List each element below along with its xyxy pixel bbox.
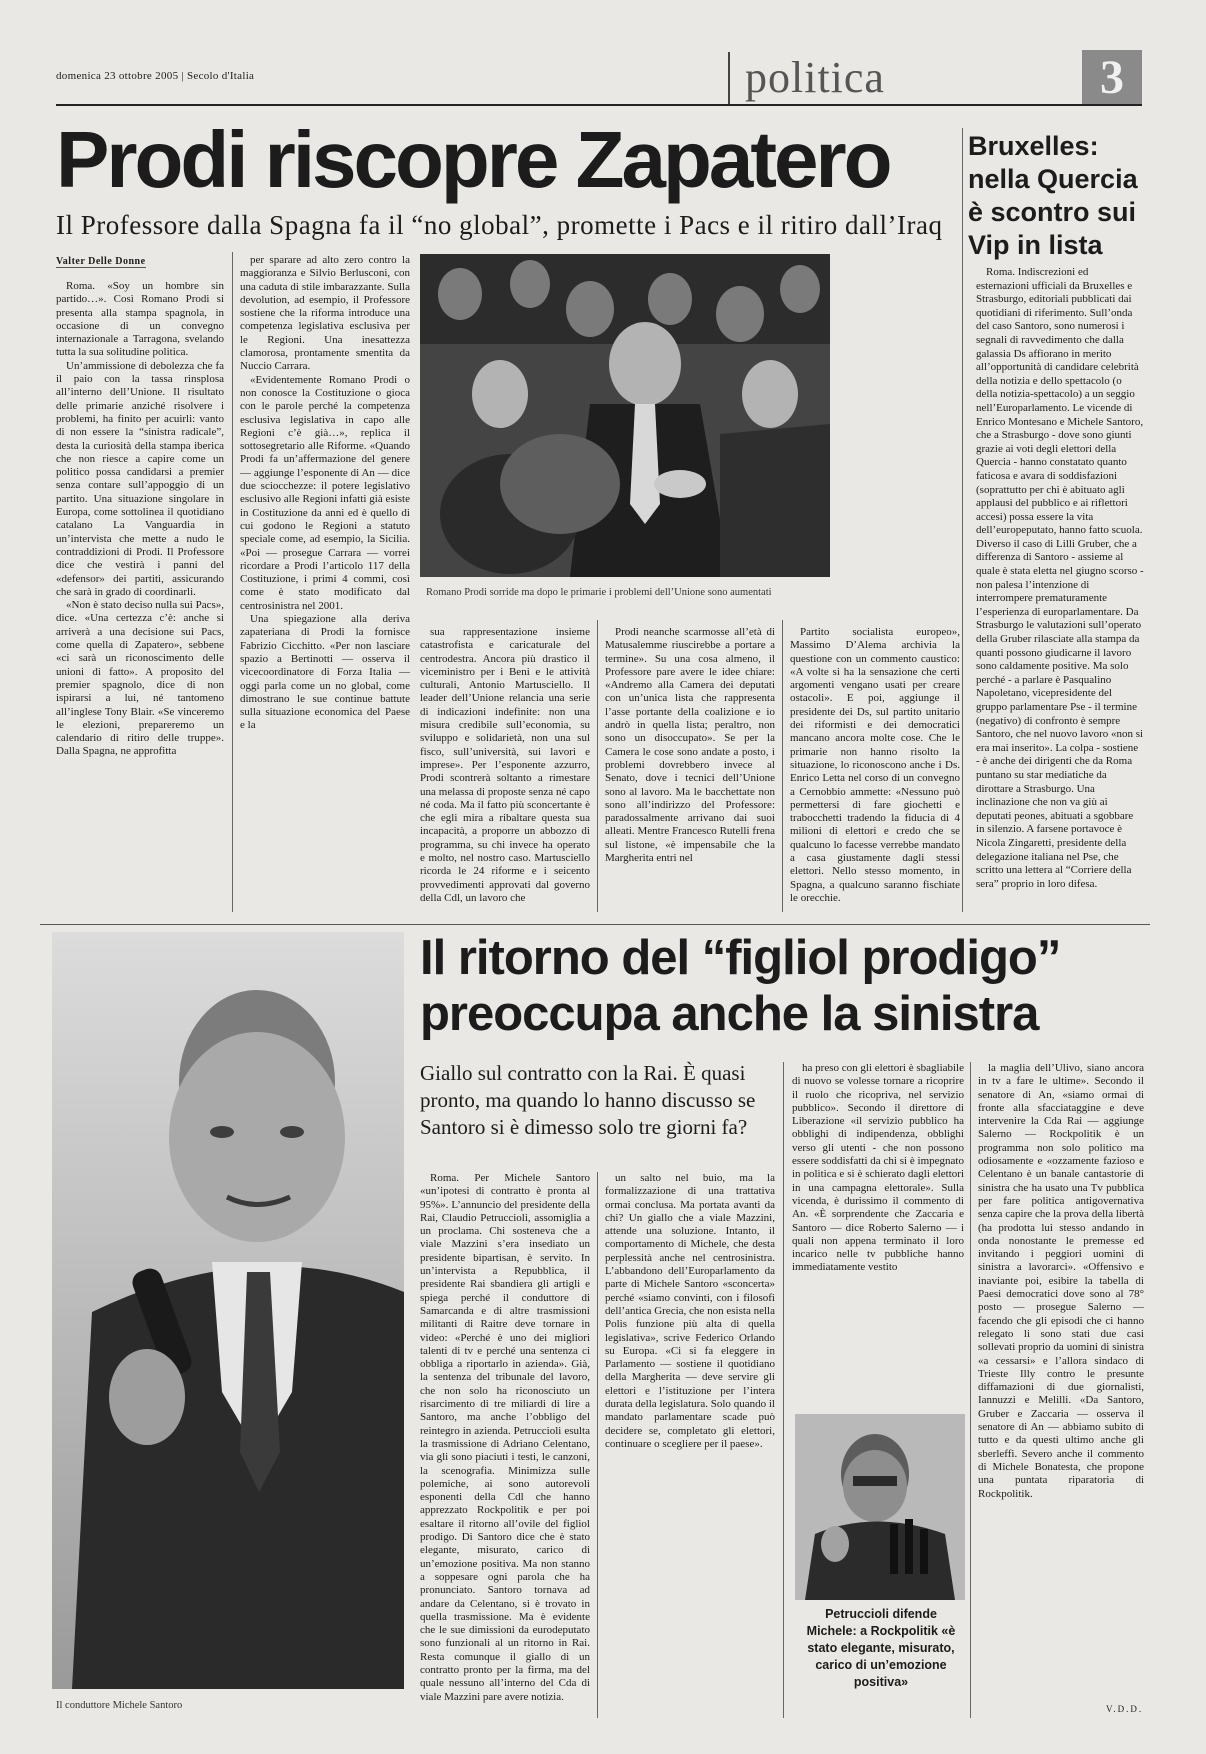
byline: Valter Delle Donne [56,256,146,267]
section-divider [728,52,730,104]
story1-column-3 [420,626,590,910]
paragraph: Una spiegazione alla deriva zapateriana di Prodi la fornisce Fabrizio Cicchitto. «Per non lasciare spazio a Bertinotti — osserva il vicecoordinatore di Forza Italia — oggi parla come un no global, come dimostrano le sue continue battute sulla situazione economica del Paese e la [240,613,410,732]
sidebar-rule [962,128,963,912]
paragraph: la maglia dell’Ulivo, siano ancora in tv a fare le ultime». Secondo il senatore di An, «siamo ormai di fronte alla sfacciataggine e deve intervenire la Cda Rai — aggiunge Salerno — Rockpolitik è un programma non solo politico ma odiosamente e «ozzamente fazioso e Celentano è un banale cantastorie di sinistra che ha usato una Tv pubblica per fare politica antigovernativa senza capire che la prova della libertà (ha prodotta lui stesso andando in onda nonostante le premesse ed invitando i peggiori uomini di sinistra a lavorarci». «Offensivo e inaviante poi, esibire la tabella di Paesi democratici dove sono al 78° posto — prosegue Salerno — facendo che gli episodi che ci hanno relegato li sono stati due casi sollevati proprio da uomini di sinistra «a cessarsi» e l’allora sindaco di Trieste Illy contro le presunte diffamazioni di due giornalisti, Iannuzzi e Melilli. «Da Santoro, Gruber e Zaccaria — osserva il senatore di An — abbiamo subito di tutto e da questi ultimo anche gli sberleffi. Severo anche il commento di Michele Bonatesta, che propone una puntata riparatoria di Rockpolitik. [978,1062,1144,1500]
photo-santoro [52,932,404,1689]
photo-caption-petruccioli: Petruccioli difende Michele: a Rockpolitik «è stato elegante, misurato, carico di un’emozione positiva» [806,1607,956,1689]
story2-column-4 [978,1062,1144,1702]
headline-line-1: Il ritorno del “figliol prodigo” [420,931,1061,985]
headline-figliol-prodigo [420,930,1140,1042]
column-rule [783,1062,784,1718]
story2-column-1 [420,1172,590,1718]
header-rule [56,104,1142,106]
santoro-photo-illustration [52,932,404,1689]
petruccioli-photo-illustration [795,1414,965,1600]
headline-prodi: Prodi riscopre Zapatero [56,115,890,204]
section-divider-rule [40,924,1150,925]
subheadline-prodi: Il Professore dalla Spagna fa il “no global”, promette i Pacs e il ritiro dall’Iraq [56,210,943,240]
paragraph: Roma. «Soy un hombre sin partido…». Così Romano Prodi si presenta alla stampa spagnola, in occasione di un convegno internazionale a Tarragona, svelando tutta la sua solitudine politica. [56,280,224,359]
sidebar-body [976,266,1144,910]
paragraph: «Non è stato deciso nulla sui Pacs», dice. «Una certezza c’è: anche si arriverà a una decisione sui Pacs, come quella di Zapatero», sebbene «ci sarà un riconoscimento delle unioni di fatto». A proposito del premier spagnolo, dice di non ispirarsi a lui, né tantomeno all’inglese Tony Blair. «Se vinceremo le elezioni, prepareremo un calendario di ritiro delle truppe». Dalla Spagna, ne approfitta [56,599,224,758]
story1-column-4 [605,626,775,910]
paragraph: sua rappresentazione insieme catastrofista e caricaturale del centrodestra. Ancora più drastico il viceministro per i Beni e le attività culturali, Antonio Martusciello. Il leader dell’Unione relancia una serie di indicazioni indefinite: non una misura credibile sull’economia, su sviluppo e solidarietà, non una sul fisco, sull’università, sui lavori e imprese». Per l’esponente azzurro, Prodi scontrerà soltanto a rimestare una melassa di proposte senza né capo né coda. Ma il fatto più sconcertante è che egli mira a ribaltare questa sua incapacità, a proporre un abbozzo di programma, su chi invece ha operato e molto, nel nostro caso. Martusciello ricorda le 24 riforme e i seicento provvedimenti approvati dal governo della Cdl, un lavoro che [420,626,590,904]
paragraph: Roma. Indiscrezioni ed esternazioni ufficiali da Bruxelles e Strasburgo, editoriali pubblicati dai quotidiani di riferimento. Sull’onda del caso Santoro, sono numerosi i segnali di ravvedimento che dalla galassia Ds affiorano in merito all’opportunità di candidare celebrità della notizia e dello spettacolo (o della notizia-spettacolo) a un seggio nell’Europarlamento. Le vicende di Enrico Montesano e Michele Santoro, che a Strasburgo - dove sono giunti grazie ai voti degli elettori della Quercia - hanno constatato quanto faticosa e avara di soddisfazioni (soprattutto per chi è abituato agli applausi del pubblico e ai riflettori accesi) possa essere la vita dell’europeputato, hanno fatto scuola. Diverso il caso di Lilli Gruber, che a differenza di Santoro - assieme al quale è stata eletta nel giugno scorso - non palesa l’intenzione di interrompere prematuramente l’esperienza di europarlamentare. Da Strasburgo le valutazioni sull’operato della Gruber rilasciate alla stampa da quanti possono giudicarne il lavoro sono caldamente positive. Ma solo perché - a parlare è Pasqualino Napoletano, vicepresidente del gruppo parlamentare Pse - il termine (negativo) di confronto è sempre Santoro, che nel nuovo lavoro «non si era mai inserito». La colpa - sostiene - è anche dei dirigenti che da Roma puntano su star mediatiche da dirottare a Strasburgo. Una inclinazione che non va giù ai deputati peones, abituati a sgobbare in silenzio. A farsene portavoce è Nicola Zingaretti, presidente della delegazione italiana nel Pse, che scritto una lettera al “Corriere della sera” proprio in loro difesa. [976,266,1144,890]
section-name: politica [745,53,885,102]
author-signature: V.D.D. [1106,1704,1144,1714]
paragraph: un salto nel buio, ma la formalizzazione di una trattativa ormai conclusa. Ma portata avanti da chi? Un giallo che a viale Mazzini, attende una soluzione. Intanto, il comportamento di Michele, che desta perplessità anche nel centrosinistra. L’abbandono dell’Europarlamento da parte di Michele Santoro «sconcerta» perché «siamo convinti, con i filosofi dell’antica Grecia, che non esista nella Polis funzione più alta di quella legislativa», scrive Federico Orlando su Europa. «Ci si fa eleggere in Parlamento — sostiene il quotidiano della Margherita — deve servire gli elettori e l’istituzione per l’intera durata della legislatura. Solo quando il mandato parlamentare scade può decidere se, completato gli elettori, continuare o scegliere per il paese». [605,1172,775,1450]
paragraph: Partito socialista europeo», Massimo D’Alema archivia la questione con un commento caustico: «A volte si ha la sensazione che certi argomenti vengano usati per creare ostacoli». E poi, aggiunge il presidente dei Ds, sul partito unitario dei riformisti e dei democratici mancano ancora molte cose. Che le primarie non hanno risolto la situazione, lo riconoscono anche i Ds. Enrico Letta nel corso di un convegno a Cernobbio ammette: «Nessuno può permettersi di fare giochetti e trabocchetti tradendo la fiducia di 4 milioni di elettori e credo che se qualcuno lo facesse verrebbe mandato a casa giustamente dagli stessi elettori. Nello stesso momento, in Spagna, a qualcuno saranno fischiate le orecchie. [790,626,960,904]
sidebar-headline: Bruxelles: nella Quercia è scontro sui Vip in lista [968,131,1138,260]
column-rule [597,1172,598,1718]
column-rule [782,620,783,912]
page-number: 3 [1082,50,1142,106]
paragraph: Roma. Per Michele Santoro «un’ipotesi di contratto è pronta al 95%». L’annuncio del presidente della Rai, Claudio Petruccioli, assomiglia a un proclama. Chi sosteneva che a viale Mazzini s’era insediato un presidente bipartisan, è servito. In un’intervista a Repubblica, il presidente Rai sbandiera gli artigli e spiega perché il conduttore di Samarcanda e di altre trasmissioni militanti di Raitre deve tornare in video: «Perché è uno dei migliori talenti di tv e perché una sentenza ci obbliga a riportarlo in azienda». Già, la sentenza del tribunale del lavoro, che non solo ha riconosciuto un risarcimento di tre miliardi di lire a Santoro, ma anche l’obbligo del reintegro in azienda. Petruccioli esulta la trasmissione di Adriano Celentano, via gli sono piaciuti i testi, le canzoni, la scenografia. Minimizza sulle polemiche, ai sono autorevoli esponenti della Cdl che hanno apprezzato Rockpolitik e per poi esaltare il ritorno all’ovile del figliol prodigo. Di Santoro dice che è stato elegante, misurato, carico di un’emozione positiva. Ma non stanno a soppesare ogni parola che ha pronunciato. Santoro tornava ad andare da Celentano, si è trovato in quella trasmissione. Ma è evidente che le sue dimissioni da eurodeputato sono funzionali al un ritorno in Rai. Resta comunque il giallo di un contratto pronto per la firma, ma del quale nessuno all’interno del Cda di viale Mazzini pare avere notizia. [420,1172,590,1703]
paragraph: «Evidentemente Romano Prodi o non conosce la Costituzione o gioca con le parole perché la competenza esclusiva legislativa in capo alle Regioni c’è già…», replica il sottosegretario alle Riforme. «Quando Prodi fa un’affermazione del genere — aggiunge l’esponente di An — dice due sciocchezze: il potere legislativo esclusivo alle Regioni infatti già esiste in Costituzione da anni ed è quello di cui godono le Regioni a statuto speciale come, ad esempio, la Sicilia. «Poi — prosegue Carrara — vorrei ricordare a Prodi l’articolo 117 della Costituzione, i primi 4 commi, così come è stato modificato dal centrosinistra nel 2001. [240,373,410,612]
photo-petruccioli [795,1414,965,1600]
column-rule [232,252,233,912]
dateline: domenica 23 ottobre 2005 | Secolo d'Italia [56,70,255,82]
story1-column-1 [56,280,224,910]
headline-line-2: preoccupa anche la sinistra [420,987,1039,1041]
story2-column-3 [792,1062,964,1344]
story1-column-2 [240,254,410,910]
crowd-photo-illustration [420,254,830,577]
paragraph: Un’ammissione di debolezza che fa il paio con la tassa rinsplosa all’interno dell’Unione. Il risultato delle primarie anziché risolvere i problemi, ha finito per acuirli: vanto di non essere la “sinistra radicale”, desta la curiosità della stampa iberica che non riesce a capire come un politico possa candidarsi a premier senza contare sull’appoggio di un partito. Una situazione singolare in Europa, come sottolinea il quotidiano catalano La Vanguardia in un’intervista che mette a nudo le contraddizioni di Prodi. Il Professore dice che vestirà i panni del «defensor» dei partiti, assicurando che sarà in grado di coordinarli. [56,359,224,598]
paragraph: per sparare ad alto zero contro la maggioranza e Silvio Berlusconi, con una caduta di stile imbarazzante. Sulla devolution, ad esempio, il Professore sostiene che la riforma introduce una competenza legislativa esclusiva per le Regioni. Una inesattezza clamorosa, prontamente smentita da Nuccio Carrara. [240,254,410,373]
paragraph: ha preso con gli elettori è sbagliabile di nuovo se volesse tornare a ricoprire il ruolo che ricopriva, nel servizio pubblico». Secondo il direttore di Liberazione «il servizio pubblico ha obblighi di indipendenza, obblighi verso gli utenti - che non possono essere soddisfatti da chi si è impegnato in politica e si è schierato dagli elettori in una campagna elettorale». Sulla vicenda, è durissimo il commento di An. «È sorprendente che Zaccaria e Santoro — dice Roberto Salerno — i quali non appena terminato il loro incarico nelle tv pubbliche hanno immediatamente vestito [792,1062,964,1274]
photo-prodi-crowd [420,254,830,577]
photo-caption-santoro: Il conduttore Michele Santoro [56,1700,183,1711]
paragraph: Prodi neanche scarmosse all’età di Matusalemme riuscirebbe a portare a termine». Su una cosa almeno, il Professore pare avere le idee chiare: «Andremo alla Camera dei deputati con un’unica lista che rappresenta l’asse portante della coalizione e io andrò in quella lista; peraltro, non sono un disoccupato». Se per la Camera le cose sono andate a posto, i problemi dovrebbero invece al Senato, dove i tecnici dell’Unione sono al lavoro. Ma le bacchettate non sono all’indirizzo del Professore: paradossalmente arrivano dai suoi alleati. Mentre Francesco Rutelli frena sul listone, «è impensabile che la Margherita entri nel [605,626,775,865]
photo-caption-prodi: Romano Prodi sorride ma dopo le primarie i problemi dell’Unione sono aumentati [426,587,772,598]
story2-column-2 [605,1172,775,1718]
story1-column-5 [790,626,960,910]
column-rule [970,1062,971,1718]
column-rule [597,620,598,912]
subheadline-santoro: Giallo sul contratto con la Rai. È quasi pronto, ma quando lo hanno discusso se Santoro si è dimesso solo tre giorni fa? [420,1061,756,1139]
